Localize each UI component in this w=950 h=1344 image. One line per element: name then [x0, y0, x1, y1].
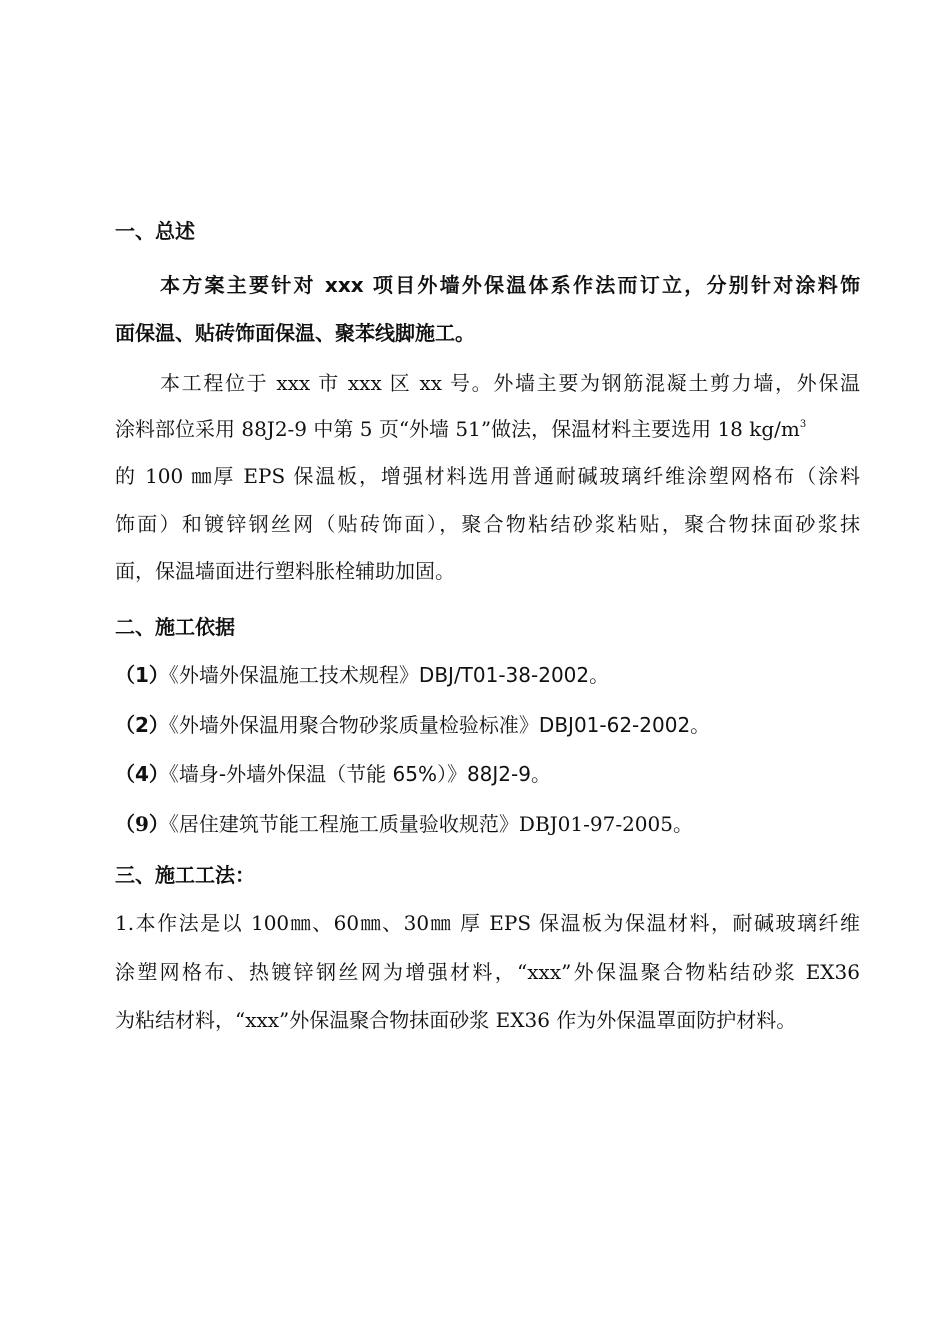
- section-1-heading: 一、总述: [115, 219, 195, 243]
- reference-text: 《墙身-外墙外保温（节能 65%）》88J2-9。: [168, 762, 551, 786]
- section-1-para-line-2-text: 涂料部位采用 88J2-9 中第 5 页“外墙 51”做法，保温材料主要选用 18 kg/m: [115, 417, 800, 441]
- section-1-para-line-1: 本工程位于 xxx 市 xxx 区 xx 号。外墙主要为钢筋混凝土剪力墙，外保温: [160, 371, 860, 395]
- reference-text: 《外墙外保温用聚合物砂浆质量检验标准》DBJ01-62-2002。: [168, 713, 711, 737]
- reference-item: [115, 711, 860, 739]
- reference-number: （1）: [115, 663, 169, 687]
- section-3-heading: 三、施工工法：: [115, 863, 255, 887]
- section-1-para-line-5: 面，保温墙面进行塑料胀栓辅助加固。: [115, 559, 455, 583]
- section-1-para-line-2: [115, 415, 860, 443]
- reference-number: （2）: [115, 713, 169, 737]
- reference-number: （4）: [115, 762, 169, 786]
- reference-item: [115, 760, 860, 788]
- section-1-para-line-3: 的 100 ㎜厚 EPS 保温板，增强材料选用普通耐碱玻璃纤维涂塑网格布（涂料: [115, 464, 860, 488]
- section-1-summary-line-2: 面保温、贴砖饰面保温、聚苯线脚施工。: [115, 321, 475, 345]
- section-2-heading: 二、施工依据: [115, 615, 235, 639]
- superscript-cubed: 3: [799, 419, 807, 430]
- reference-item: [115, 661, 860, 689]
- section-3-para-line-2: 涂塑网格布、热镀锌钢丝网为增强材料，“xxx”外保温聚合物粘结砂浆 EX36: [115, 960, 860, 984]
- section-1-summary-line-1: 本方案主要针对 xxx 项目外墙外保温体系作法而订立，分别针对涂料饰: [160, 273, 860, 297]
- section-3-para-line-1: 1.本作法是以 100㎜、60㎜、30㎜ 厚 EPS 保温板为保温材料，耐碱玻璃纤维: [115, 911, 860, 935]
- section-1-para-line-4: 饰面）和镀锌钢丝网（贴砖饰面），聚合物粘结砂浆粘贴，聚合物抹面砂浆抹: [115, 512, 860, 536]
- reference-text: 《外墙外保温施工技术规程》DBJ/T01-38-2002。: [168, 663, 610, 687]
- reference-item: [115, 810, 860, 838]
- section-3-para-line-3: 为粘结材料，“xxx”外保温聚合物抹面砂浆 EX36 作为外保温罩面防护材料。: [115, 1008, 797, 1032]
- reference-number: （9）: [115, 812, 169, 836]
- reference-text: 《居住建筑节能工程施工质量验收规范》DBJ01-97-2005。: [168, 812, 693, 836]
